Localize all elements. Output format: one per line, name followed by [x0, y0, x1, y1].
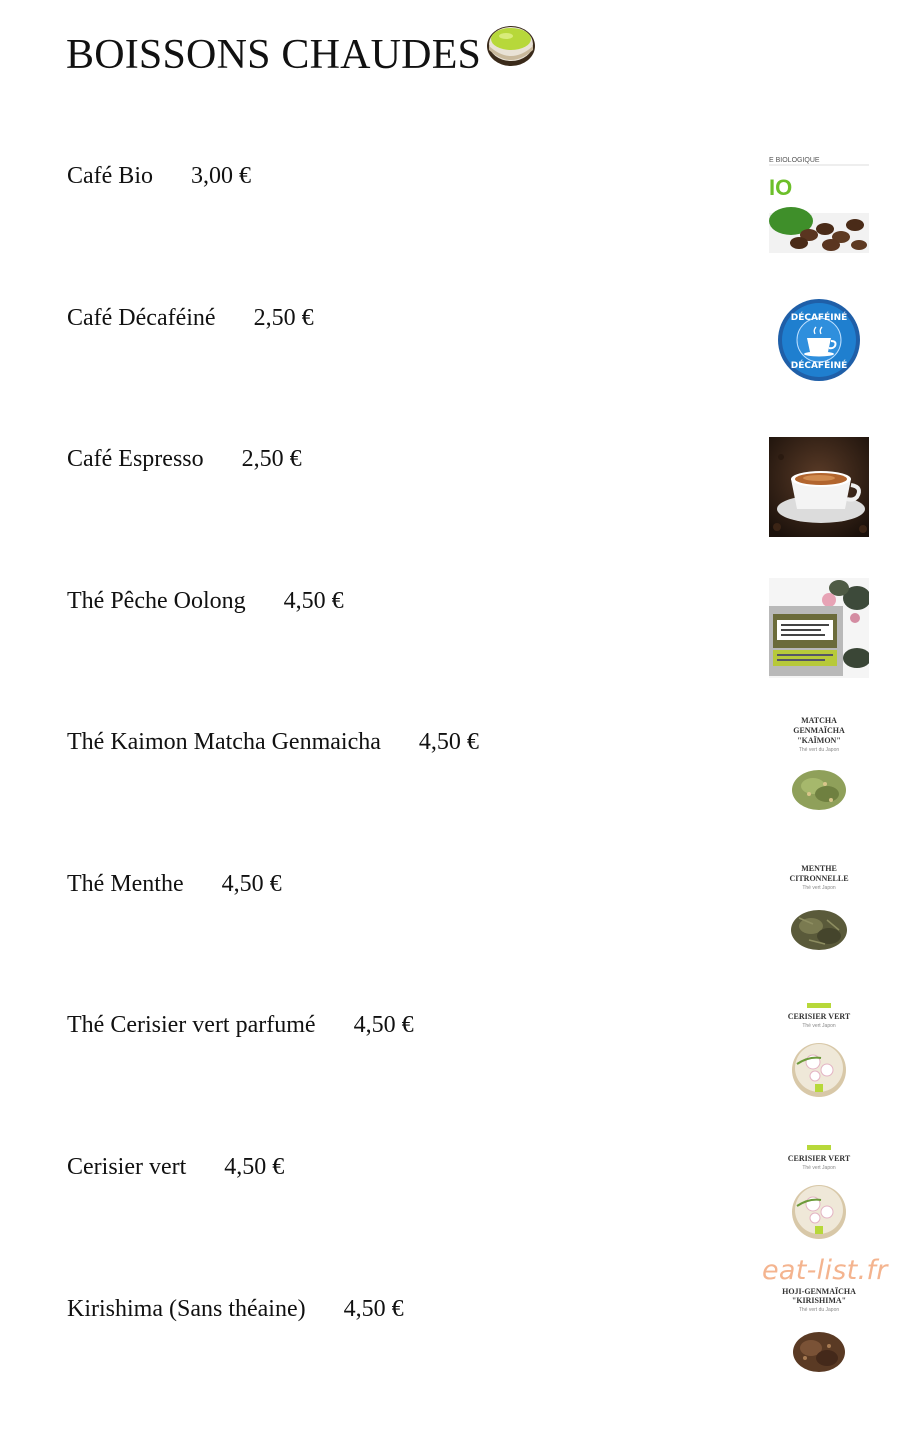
espresso-cup-image [769, 437, 869, 537]
decaf-badge-image [769, 290, 869, 390]
tea-bag-peach-image [769, 578, 869, 678]
tea-leaves-menthe-image [769, 858, 869, 958]
item-price: 3,00 € [190, 163, 251, 189]
page-title-text: BOISSONS CHAUDES [66, 31, 482, 78]
item-name: Thé Cerisier vert parfumé [67, 1012, 316, 1038]
svg-text:HOJI-GENMAÏCHA: HOJI-GENMAÏCHA [782, 1287, 856, 1296]
coffee-beans-bio-image [769, 153, 869, 253]
item-price: 4,50 € [283, 588, 344, 614]
item-price: 4,50 € [343, 1296, 404, 1322]
item-price: 4,50 € [224, 1154, 285, 1180]
svg-text:DÉCAFÉINÉ: DÉCAFÉINÉ [790, 313, 848, 323]
item-name: Café Bio [67, 163, 153, 189]
svg-text:E BIOLOGIQUE: E BIOLOGIQUE [769, 157, 820, 164]
svg-text:Thé vert Japon: Thé vert Japon [802, 1165, 836, 1171]
tea-tin-cerisier-image [769, 1142, 869, 1242]
svg-text:DÉCAFÉINÉ: DÉCAFÉINÉ [790, 361, 848, 371]
tea-tin-cerisier-image [769, 1000, 869, 1100]
svg-text:GENMAÏCHA: GENMAÏCHA [793, 726, 845, 735]
item-name: Café Espresso [67, 446, 204, 472]
item-name: Cerisier vert [67, 1154, 187, 1180]
watermark: eat-list.fr [762, 1255, 888, 1286]
svg-text:"KAÏMON": "KAÏMON" [797, 736, 841, 745]
item-name: Thé Menthe [67, 871, 184, 897]
svg-text:Thé vert du Japon: Thé vert du Japon [798, 1307, 840, 1313]
item-name: Kirishima (Sans théaine) [67, 1296, 306, 1322]
svg-text:Thé vert Japon: Thé vert Japon [802, 1023, 836, 1029]
svg-text:MATCHA: MATCHA [801, 716, 837, 725]
svg-text:Thé vert Japon: Thé vert Japon [802, 885, 836, 891]
item-name: Café Décaféiné [67, 305, 216, 331]
item-price: 4,50 € [353, 1012, 414, 1038]
item-price: 4,50 € [418, 729, 479, 755]
svg-text:IO: IO [769, 175, 793, 200]
item-name: Thé Pêche Oolong [67, 588, 246, 614]
item-price: 2,50 € [253, 305, 314, 331]
item-price: 2,50 € [241, 446, 302, 472]
tea-leaves-kirishima-image [769, 1280, 869, 1380]
svg-text:CERISIER VERT: CERISIER VERT [787, 1012, 851, 1021]
svg-text:CERISIER VERT: CERISIER VERT [787, 1154, 851, 1163]
tea-leaves-kaimon-image [769, 714, 869, 814]
item-price: 4,50 € [221, 871, 282, 897]
svg-text:CITRONNELLE: CITRONNELLE [789, 874, 849, 883]
svg-text:MENTHE: MENTHE [801, 864, 837, 873]
svg-text:Thé vert du Japon: Thé vert du Japon [798, 747, 840, 753]
svg-text:"KIRISHIMA": "KIRISHIMA" [791, 1296, 847, 1305]
item-name: Thé Kaimon Matcha Genmaicha [67, 729, 381, 755]
